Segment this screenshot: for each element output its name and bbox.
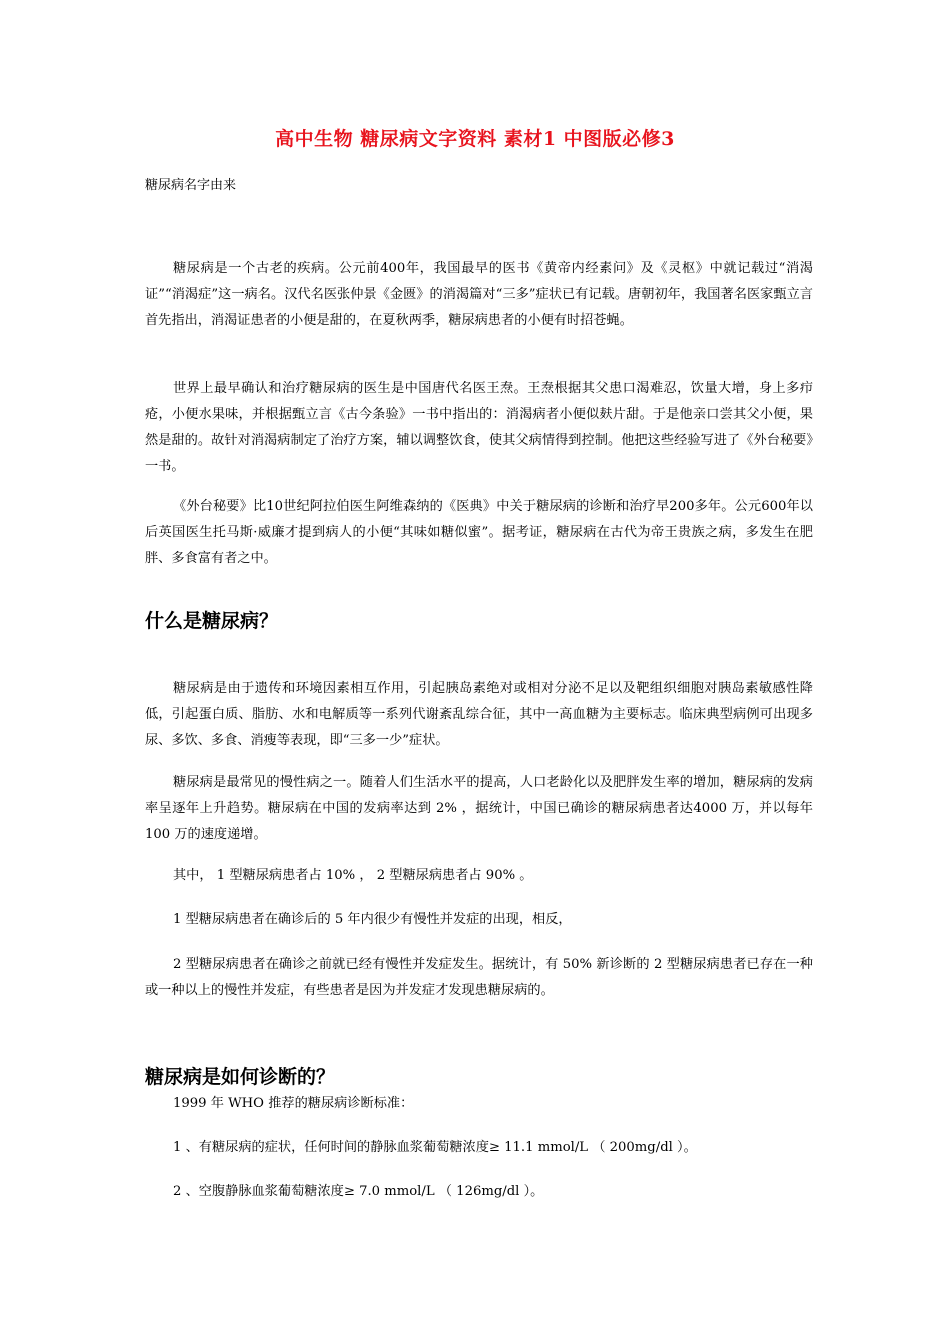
definition-paragraph-1: 糖尿病是由于遗传和环境因素相互作用，引起胰岛素绝对或相对分泌不足以及靶组织细胞对胰岛素敏感性降低，引起蛋白质、脂肪、水和电解质等一系列代谢紊乱综合征，其中一高血糖为主要标志。临床典型病例可出现多尿、多饮、多食、消瘦等表现，即“三多一少”症状。: [145, 681, 813, 748]
diagnosis-criterion-1: 1 、有糖尿病的症状，任何时间的静脉血浆葡萄糖浓度≥ 11.1 mmol/L （ 200mg/dl ）。: [173, 1140, 697, 1155]
definition-paragraph-3: 其中， 1 型糖尿病患者占 10% ， 2 型糖尿病患者占 90% 。: [173, 868, 533, 883]
definition-paragraph-4: 1 型糖尿病患者在确诊后的 5 年内很少有慢性并发症的出现，相反，: [173, 912, 572, 927]
history-paragraph-2: 世界上最早确认和治疗糖尿病的医生是中国唐代名医王焘。王焘根据其父患口渴难忍，饮量大增，身上多疖疮，小便水果味，并根据甄立言《古今条验》一书中指出的：消渴病者小便似麸片甜。于是他亲口尝其父小便，果然是甜的。故针对消渴病制定了治疗方案，辅以调整饮食，使其父病情得到控制。他把这些经验写进了《外台秘要》一书。: [145, 381, 813, 474]
diagnosis-criterion-2: 2 、空腹静脉血浆葡萄糖浓度≥ 7.0 mmol/L （ 126mg/dl ）。: [173, 1184, 544, 1199]
document-subtitle: 糖尿病名字由来: [145, 178, 237, 193]
document-title: 高中生物 糖尿病文字资料 素材1 中图版必修3: [275, 128, 675, 150]
history-paragraph-3: 《外台秘要》比10世纪阿拉伯医生阿维森纳的《医典》中关于糖尿病的诊断和治疗早200多年。公元600年以后英国医生托马斯·威廉才提到病人的小便“其味如糖似蜜”。据考证，糖尿病在古代为帝王贵族之病，多发生在肥胖、多食富有者之中。: [145, 499, 813, 566]
diagnosis-paragraph-1: 1999 年 WHO 推荐的糖尿病诊断标准：: [173, 1096, 414, 1111]
history-paragraph-1: 糖尿病是一个古老的疾病。公元前400年，我国最早的医书《黄帝内经素问》及《灵枢》中就记载过“消渴证”“消渴症”这一病名。汉代名医张仲景《金匮》的消渴篇对“三多”症状已有记载。唐朝初年，我国著名医家甄立言首先指出，消渴证患者的小便是甜的，在夏秋两季，糖尿病患者的小便有时招苍蝇。: [145, 261, 813, 328]
definition-paragraph-2: 糖尿病是最常见的慢性病之一。随着人们生活水平的提高，人口老龄化以及肥胖发生率的增加，糖尿病的发病率呈逐年上升趋势。糖尿病在中国的发病率达到 2% ，据统计，中国已确诊的糖尿病患者达4000 万，并以每年 100 万的速度递增。: [145, 775, 813, 842]
definition-paragraph-5: 2 型糖尿病患者在确诊之前就已经有慢性并发症发生。据统计，有 50% 新诊断的 2 型糖尿病患者已存在一种或一种以上的慢性并发症，有些患者是因为并发症才发现患糖尿病的。: [145, 957, 813, 998]
section-heading-what-is: 什么是糖尿病？: [145, 610, 279, 632]
section-heading-diagnosis: 糖尿病是如何诊断的？: [145, 1066, 336, 1088]
